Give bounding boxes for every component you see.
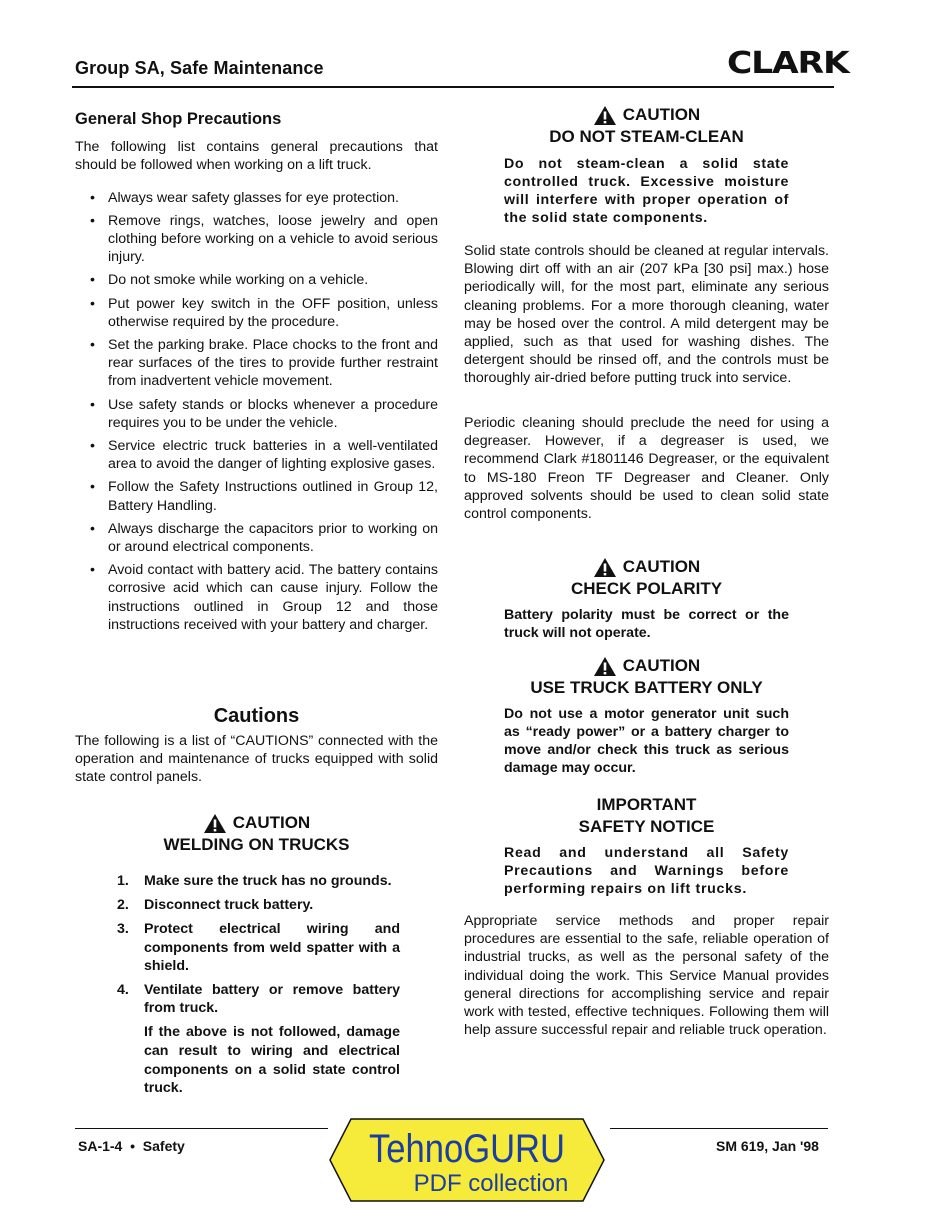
precaution-text: Service electric truck batteries in a well-ventilated area to avoid the danger of lighting explosive gases. bbox=[108, 438, 438, 473]
warning-triangle-icon bbox=[593, 105, 617, 126]
footer-page-id: SA-1-4 • Safety bbox=[78, 1138, 185, 1154]
precaution-item bbox=[75, 271, 438, 289]
step-text: Disconnect truck battery. bbox=[144, 897, 314, 914]
polarity-caution-block bbox=[464, 556, 829, 642]
bullet-icon: • bbox=[90, 212, 95, 229]
caution-label: CAUTION bbox=[232, 813, 311, 832]
clark-logo: CLARK bbox=[727, 46, 849, 81]
cautions-section bbox=[75, 704, 438, 787]
important-title: IMPORTANT bbox=[596, 795, 697, 814]
precaution-item bbox=[75, 189, 438, 207]
step-number: 3. bbox=[117, 921, 129, 938]
welding-step bbox=[117, 920, 400, 975]
welding-step bbox=[117, 872, 400, 890]
polarity-warning-text: Battery polarity must be correct or the truck will not operate. bbox=[504, 607, 789, 641]
precaution-text: Always wear safety glasses for eye protection. bbox=[108, 189, 399, 206]
polarity-caution-title: CHECK POLARITY bbox=[570, 579, 723, 598]
watermark-subtitle: PDF collection bbox=[413, 1170, 569, 1197]
degreaser-paragraph: Periodic cleaning should preclude the need for using a degreaser. However, if a degreaser is used, we recommend Clark #1801146 Degreaser, or the equivalent to MS-180 Freon TF Degreaser and Cleaner. Only approved solvents should be used to clean solid state control components. bbox=[464, 415, 829, 523]
shop-intro-text: The following list contains general precautions that should be followed when working on a lift truck. bbox=[75, 139, 438, 174]
welding-step bbox=[117, 896, 400, 914]
battery-warning-text: Do not use a motor generator unit such as “ready power” or a battery charger to move and/or check this truck as serious damage may occur. bbox=[504, 706, 789, 776]
warning-triangle-icon bbox=[593, 557, 617, 578]
step-number: 2. bbox=[117, 897, 129, 914]
footer-rule bbox=[610, 1128, 828, 1129]
precaution-text: Remove rings, watches, loose jewelry and open clothing before working on a vehicle to avoid serious injury. bbox=[108, 212, 438, 266]
step-text: Make sure the truck has no grounds. bbox=[144, 873, 392, 889]
precaution-text: Follow the Safety Instructions outlined in Group 12, Battery Handling. bbox=[108, 479, 438, 514]
bullet-icon: • bbox=[90, 396, 95, 413]
welding-steps-list bbox=[117, 872, 400, 1017]
caution-label: CAUTION bbox=[622, 557, 701, 576]
bullet-icon: • bbox=[90, 562, 95, 579]
precaution-item bbox=[75, 396, 438, 432]
important-warning-text: Read and understand all Safety Precautions and Warnings before performing repairs on lift trucks. bbox=[504, 845, 789, 897]
steam-caution-title: DO NOT STEAM-CLEAN bbox=[549, 127, 744, 146]
header-rule bbox=[72, 86, 834, 88]
step-number: 1. bbox=[117, 873, 129, 889]
warning-triangle-icon bbox=[593, 656, 617, 677]
welding-caution-block bbox=[75, 812, 438, 856]
bullet-icon: • bbox=[90, 189, 95, 206]
watermark-title: TehnoGURU bbox=[369, 1127, 565, 1171]
precaution-text: Use safety stands or blocks whenever a procedure requires you to be under the vehicle. bbox=[108, 396, 438, 431]
precaution-item bbox=[75, 561, 438, 634]
precaution-text: Always discharge the capacitors prior to working on or around electrical components. bbox=[108, 520, 438, 556]
steam-warning-text: Do not steam-clean a solid state controlled truck. Excessive moisture will interfere with proper operation of the solid state components. bbox=[504, 156, 789, 226]
precaution-item bbox=[75, 437, 438, 473]
welding-caution-title: WELDING ON TRUCKS bbox=[163, 835, 350, 854]
precaution-item bbox=[75, 478, 438, 514]
footer-manual-id: SM 619, Jan '98 bbox=[716, 1138, 819, 1154]
cleaning-paragraph: Solid state controls should be cleaned at regular intervals. Blowing dirt off with an air (207 kPa [30 psi] max.) hose periodically will, for the most part, eliminate any serious cleaning problems. For a more thorough cleaning, water may be hosed over the control. A mild detergent may be applied, such as that used for washing dishes. The detergent should be rinsed off, and the controls must be thoroughly air-dried before putting truck into service. bbox=[464, 243, 829, 387]
safety-notice-subtitle: SAFETY NOTICE bbox=[578, 817, 715, 836]
battery-caution-block bbox=[464, 655, 829, 777]
step-number: 4. bbox=[117, 982, 129, 999]
precaution-item bbox=[75, 295, 438, 331]
bullet-icon: • bbox=[90, 438, 95, 455]
cautions-intro-text: The following is a list of “CAUTIONS” connected with the operation and maintenance of trucks equipped with solid state control panels. bbox=[75, 733, 438, 786]
precaution-item bbox=[75, 212, 438, 267]
bullet-icon: • bbox=[90, 337, 95, 354]
warning-triangle-icon bbox=[203, 813, 227, 834]
precaution-text: Put power key switch in the OFF position, unless otherwise required by the procedure. bbox=[108, 295, 438, 330]
welding-steps-block bbox=[117, 872, 400, 1098]
precaution-text: Set the parking brake. Place chocks to the front and rear surfaces of the tires to provide further restraint from inadvertent vehicle movement. bbox=[108, 337, 438, 390]
step-text: Ventilate battery or remove battery from truck. bbox=[144, 982, 400, 1017]
precaution-text: Avoid contact with battery acid. The battery contains corrosive acid which can cause injury. Follow the instructions outlined in Group 12 and those instructions received with your battery and charger. bbox=[108, 562, 438, 633]
precaution-text: Do not smoke while working on a vehicle. bbox=[108, 272, 369, 289]
bullet-icon: • bbox=[90, 272, 95, 289]
precautions-list bbox=[75, 189, 438, 634]
service-manual-paragraph: Appropriate service methods and proper repair procedures are essential to the safe, reliable operation of industrial trucks, as well as the personal safety of the individual doing the work. This Service Manual provides general directions for accomplishing service and repair work with tested, effective techniques. Following them will help assure successful repair and reliable truck operation. bbox=[464, 913, 829, 1039]
left-column bbox=[75, 110, 438, 639]
shop-precautions-heading: General Shop Precautions bbox=[75, 110, 282, 128]
precaution-item bbox=[75, 520, 438, 556]
precaution-item bbox=[75, 336, 438, 391]
welding-step bbox=[117, 981, 400, 1017]
caution-label: CAUTION bbox=[622, 105, 701, 124]
important-notice-block bbox=[464, 794, 829, 898]
caution-label: CAUTION bbox=[622, 656, 701, 675]
page-header-title: Group SA, Safe Maintenance bbox=[75, 58, 324, 78]
cautions-heading: Cautions bbox=[213, 705, 300, 727]
bullet-icon: • bbox=[90, 295, 95, 312]
welding-note: If the above is not followed, damage can result to wiring and electrical components on a solid state control truck. bbox=[144, 1024, 400, 1097]
battery-caution-title: USE TRUCK BATTERY ONLY bbox=[530, 678, 763, 697]
bullet-icon: • bbox=[90, 479, 95, 496]
steam-caution-block bbox=[464, 104, 829, 227]
tehnoguru-watermark bbox=[329, 1118, 605, 1202]
footer-rule bbox=[75, 1128, 328, 1129]
bullet-icon: • bbox=[90, 520, 95, 537]
step-text: Protect electrical wiring and components from weld spatter with a shield. bbox=[144, 921, 400, 974]
